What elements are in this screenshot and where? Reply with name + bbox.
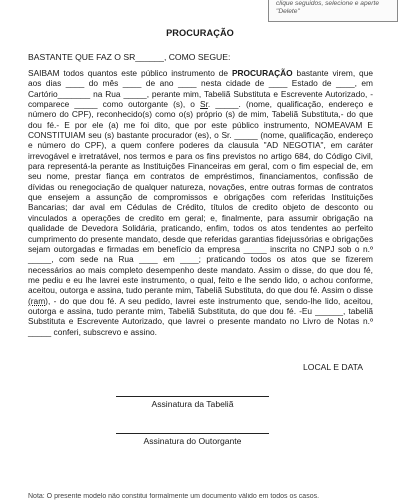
body-word-ram: (ram) (28, 295, 48, 306)
instruction-note (268, 0, 398, 22)
signature-line-outorgante (116, 433, 269, 434)
body-part-2: bastante virem, que aos dias ____ do mês ____ de ano ____ nesta cidade de ____ Estado de ____, em Cartório_______ na Rua _____, perante mim, Tabeliã Substituta e Escrevente Autorizado, - comparece _____ como outorgante (s), o (28, 68, 373, 110)
instruction-note-text: clique seguidos, selecione e aperte "Delete" (276, 0, 380, 15)
body-part-1: SAIBAM todos quantos este público instrumento de (28, 68, 232, 78)
document-body (28, 68, 373, 337)
footer-note: Nota: O presente modelo não constitui formalmente um documento válido em todos os casos. (28, 493, 320, 500)
signature-label-tabelia: Assinatura da Tabeliã (151, 399, 234, 409)
signature-label-outorgante: Assinatura do Outorgante (143, 436, 242, 446)
body-part-3: . _____. (nome, qualificação, endereço e número do CPF), reconhecido(s) como o(s) próprio (s) de mim, Tabeliã Substituta,- do que dou fé.- E por ele (a) me foi dito, que por este público instrumento, NOMEAVAM E CONSTITUIAM seu (s) bastante procurador (es), o Sr. _____ (nome, qualificação, endereço e número do CPF), a quem confere poderes da clausula "AD NEGOTIA", em caráter irrevogável e irretratável, nos termos e para os fins previstos no artigo 684, do Código Civil, para representá-la perante as Instituições Financeiras em geral, com o fim especial de, em seu nome, prestar fiança em contratos de empréstimos, financiamentos, confissão de dívidas ou renegociação de qualquer natureza, novações, entre outras formas de contratos que ensejem a assunção de compromissos e obrigações com referidas Instituições Bancarias; dar aval em Cédulas de Crédito, títulos de credito objeto de desconto ou vinculados a operações de credito em geral; e, finalmente, para assumir obrigação na qualidade de Devedora Solidária, praticando, enfim, todos os atos tendentes ao perfeito cumprimento do presente mandato, desde que referidas garantias fidejussórias e obrigações sejam outorgadas e firmadas em benefício da empresa _____ inscrita no CNPJ sob o n.º _____, com sede na Rua ____ em ____; praticando todos os atos que se fizerem necessários ao mais completo desempenho deste mandato. Assim o disse, do que dou fé, me pediu e eu lhe lavrei este instrumento, o qual, feito e lhe sendo lido, o achou conforme, aceitou, outorga e assina, tudo perante mim, Tabeliã Substituta, do que dou fé. Assim o disse (28, 99, 374, 296)
body-part-4: , - do que dou fé. A seu pedido, lavrei este instrumento que, sendo-lhe lido, aceitou, outorga e assina, tudo perante mim, Tabeliã Substituta, do que dou fé. -Eu ______, tabeliã Substituta e Escrevente Autorizado, que lavrei o presente mandato no Livro de Notas n.º _____ conferi, subscrevo e assino. (28, 295, 373, 337)
body-word-sr: Sr (200, 99, 208, 110)
document-title: PROCURAÇÃO (166, 28, 234, 38)
document-intro: BASTANTE QUE FAZ O SR______, COMO SEGUE: (28, 52, 231, 62)
local-and-date: LOCAL E DATA (303, 362, 364, 372)
body-keyword-procuracao: PROCURAÇÃO (231, 68, 293, 78)
signature-line-tabelia (116, 396, 269, 397)
